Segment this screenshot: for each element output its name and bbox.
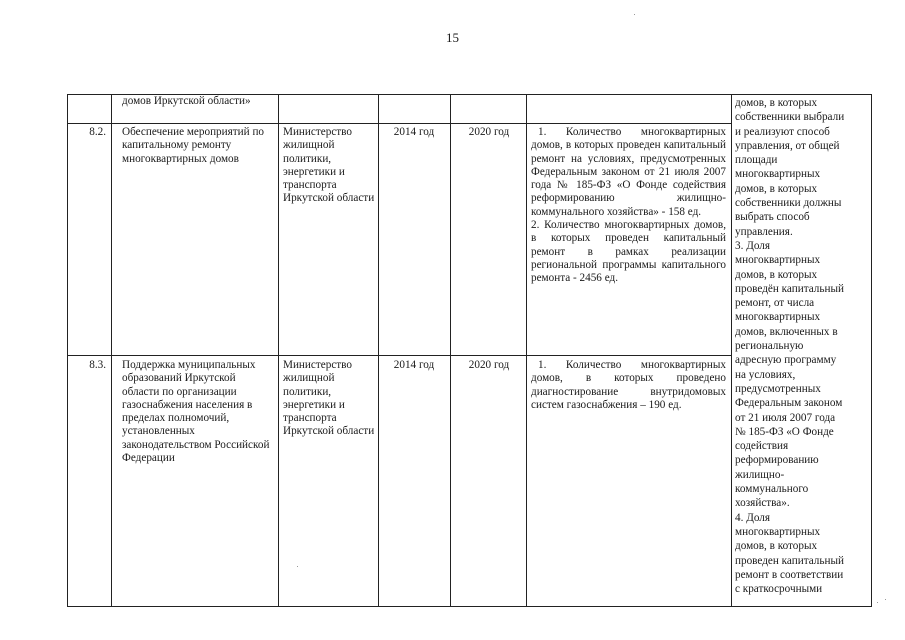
continued-row-title: домов Иркутской области» (122, 95, 251, 107)
scan-speck (297, 566, 298, 567)
target-indicator-line: региональную (735, 340, 804, 353)
target-indicator-line: Федеральным законом (735, 397, 843, 410)
target-indicators-cell (735, 96, 869, 596)
row-8-2-start-year: 2014 год (393, 126, 435, 138)
row-8-3-start-year: 2014 год (393, 359, 435, 371)
target-indicator-line: управления, от общей (735, 139, 840, 152)
target-indicator-line: 4. Доля (735, 511, 770, 524)
target-indicator-line: ремонт в соответствии (735, 568, 844, 581)
col-border-title (278, 94, 279, 607)
row-8-3-top-border (67, 355, 732, 356)
target-indicator-line: проведен капитальный (735, 554, 844, 567)
target-indicator-line: многоквартирных (735, 311, 821, 324)
row-8-3-end-year: 2020 год (468, 359, 510, 371)
target-indicator-line: домов, включенных в (735, 325, 838, 338)
target-indicator-line: на условиях, (735, 368, 796, 381)
target-indicator-line: домов, в которых (735, 268, 818, 281)
target-indicator-line: домов, в которых (735, 97, 818, 109)
target-indicator-line: многоквартирных (735, 525, 821, 538)
row-8-3-number: 8.3. (89, 359, 106, 371)
target-indicator-line: 3. Доля (735, 239, 770, 252)
target-indicator-line: площади (735, 154, 778, 167)
target-indicator-line: собственники выбрали (735, 111, 845, 124)
target-indicator-line: многоквартирных (735, 254, 821, 267)
target-indicator-line: от 21 июля 2007 года (735, 411, 836, 424)
target-indicator-line: многоквартирных (735, 168, 821, 181)
target-indicator-line: ремонт, от числа (735, 297, 815, 310)
target-indicator-line: домов, в которых (735, 540, 818, 553)
col-border-indicators (731, 94, 732, 607)
col-border-end (526, 94, 527, 607)
col-border-executor (378, 94, 379, 607)
scan-speck (634, 14, 635, 15)
target-indicator-line: № 185-ФЗ «О Фонде (735, 425, 834, 438)
table-bottom-border (67, 606, 872, 607)
target-indicator-line: и реализуют способ (735, 125, 830, 138)
row-8-2-indicators: 1. Количество многоквартирных домов, в которых проведен капитальный ремонт на условиях, предусмотренных Федеральным законом от 21 июля 2007 года № 185-ФЗ «О Фонде содействия реформированию жилищно-коммунального хозяйства» - 158 ед. 2. Количество многоквартирных домов, в которых проведен капитальный ремонт в рамках реализации региональной программы капитального ремонта - 2456 ед. (531, 126, 726, 285)
page-number: 15 (446, 30, 459, 45)
row-8-3-indicators: 1. Количество многоквартирных домов, в которых проведено диагностирование внутридомовых систем газоснабжения – 190 ед. (531, 359, 726, 411)
target-indicator-line: хозяйства». (735, 497, 790, 510)
row-8-2-end-year: 2020 год (468, 126, 510, 138)
target-indicator-line: с краткосрочными (735, 583, 823, 596)
target-indicator-line: собственники должны (735, 197, 842, 210)
target-indicator-line: проведён капитальный (735, 282, 844, 295)
row-8-3-title: Поддержка муниципальных образований Иркутской области по организации газоснабжения населения в пределах полномочий, установленных законодательством Российской Федерации (122, 359, 270, 465)
target-indicator-line: выбрать способ (735, 211, 810, 224)
scan-speck (877, 602, 878, 603)
col-border-right (871, 94, 872, 607)
row-8-2-top-border (67, 123, 732, 124)
target-indicator-line: жилищно- (735, 468, 785, 481)
target-indicator-line: коммунального (735, 483, 809, 496)
target-indicator-line: домов, в которых (735, 182, 818, 195)
row-8-2-executor: Министерство жилищной политики, энергетики и транспорта Иркутской области (283, 126, 375, 205)
row-8-2-number: 8.2. (89, 126, 106, 138)
row-8-3-executor: Министерство жилищной политики, энергетики и транспорта Иркутской области (283, 359, 375, 438)
target-indicator-line: управления. (735, 225, 793, 238)
target-indicator-line: реформированию (735, 454, 819, 467)
target-indicator-line: адресную программу (735, 354, 837, 367)
scan-speck (885, 599, 886, 600)
col-border-left (67, 94, 68, 607)
target-indicator-line: содействия (735, 440, 789, 453)
col-border-number (111, 94, 112, 607)
row-8-2-title: Обеспечение мероприятий по капитальному ремонту многоквартирных домов (122, 126, 265, 165)
target-indicator-line: предусмотренных (735, 382, 821, 395)
col-border-start (450, 94, 451, 607)
